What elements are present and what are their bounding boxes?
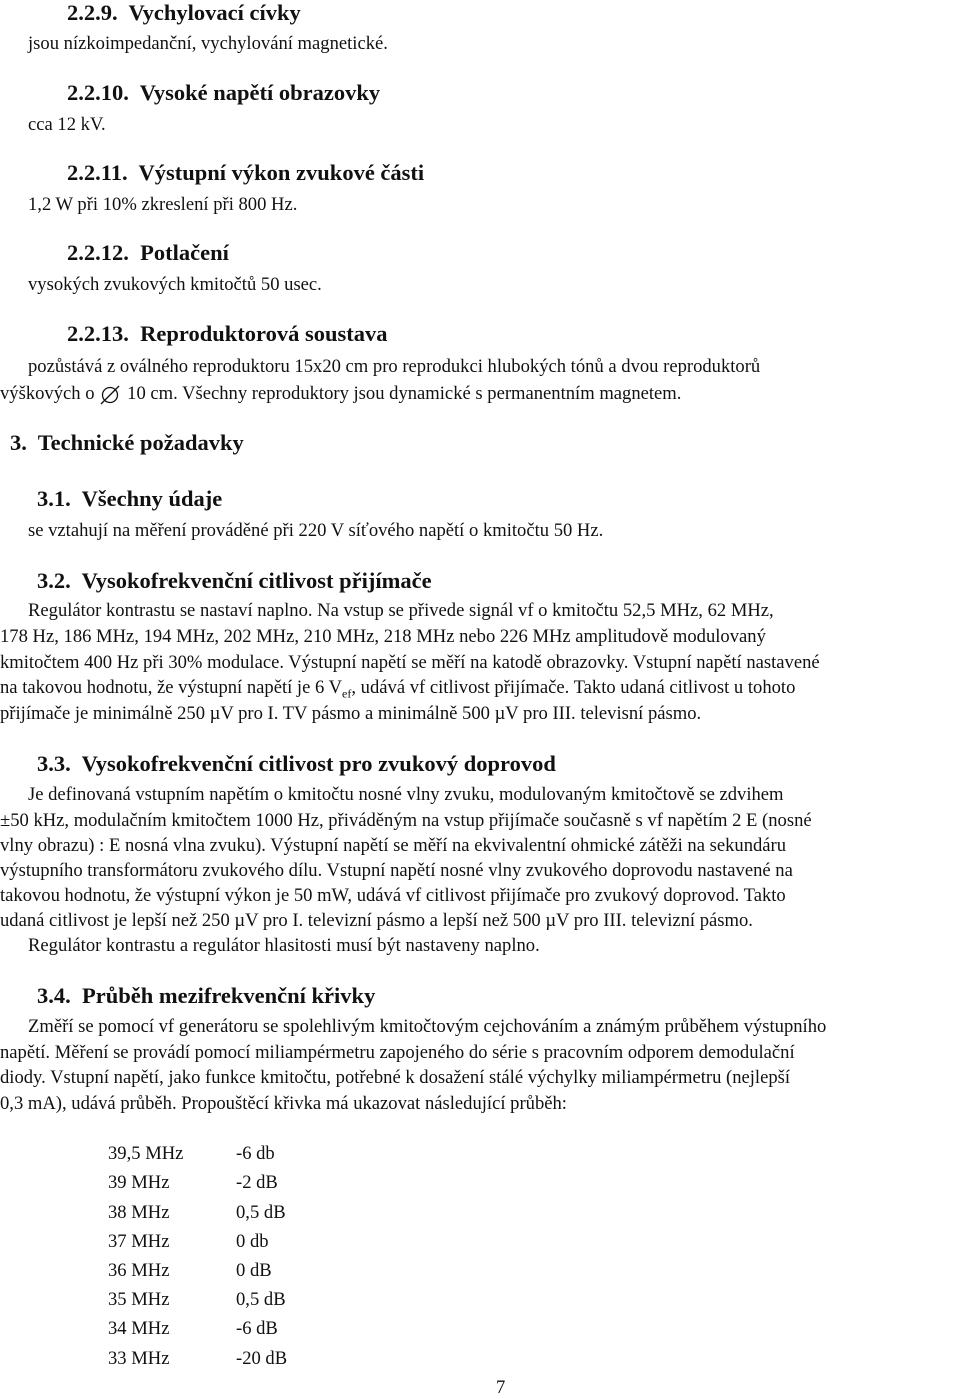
section-number: 3.4. bbox=[37, 983, 71, 1008]
section-number: 3. bbox=[10, 430, 27, 455]
paragraph-line: 178 Hz, 186 MHz, 194 MHz, 202 MHz, 210 MHz, 218 MHz nebo 226 MHz amplitudově modulovaný bbox=[0, 626, 766, 647]
paragraph-line: Je definovaná vstupním napětím o kmitočtu nosné vlny zvuku, modulovaným kmitočtově se zdvihem bbox=[28, 784, 784, 805]
section-title: Vysokofrekvenční citlivost pro zvukový doprovod bbox=[81, 751, 556, 776]
paragraph-line: 0,3 mA), udává průběh. Propouštěcí křivka má ukazovat následující průběh: bbox=[0, 1093, 567, 1114]
heading-2-2-10 bbox=[67, 80, 380, 106]
freq-cell: 36 MHz bbox=[108, 1260, 170, 1281]
section-title: Technické požadavky bbox=[37, 430, 244, 455]
page-number: 7 bbox=[496, 1377, 506, 1398]
freq-cell: 34 MHz bbox=[108, 1318, 170, 1339]
freq-cell: 35 MHz bbox=[108, 1289, 170, 1310]
heading-3 bbox=[10, 430, 244, 456]
paragraph-line bbox=[0, 383, 681, 405]
paragraph-line: Regulátor kontrastu a regulátor hlasitosti musí být nastaveny naplno. bbox=[28, 935, 540, 956]
section-title: Výstupní výkon zvukové části bbox=[138, 160, 425, 185]
heading-2-2-13 bbox=[67, 321, 387, 347]
level-cell: 0 db bbox=[236, 1231, 269, 1252]
paragraph-line: přijímače je minimálně 250 µV pro I. TV pásmo a minimálně 500 µV pro III. televisní pásmo. bbox=[0, 703, 702, 724]
section-title: Vychylovací cívky bbox=[128, 0, 301, 25]
paragraph: 1,2 W při 10% zkreslení při 800 Hz. bbox=[28, 194, 298, 215]
freq-cell: 39,5 MHz bbox=[108, 1143, 184, 1164]
paragraph-line bbox=[0, 677, 795, 699]
freq-cell: 37 MHz bbox=[108, 1231, 170, 1252]
paragraph-line: udaná citlivost je lepší než 250 µV pro I. televizní pásmo a lepší než 500 µV pro III. televizní pásmo. bbox=[0, 910, 753, 931]
paragraph-line: takovou hodnotu, že výstupní výkon je 50 mW, udává vf citlivost přijímače pro zvukový doprovod. Takto bbox=[0, 885, 786, 906]
heading-3-4 bbox=[37, 983, 375, 1009]
level-cell: -6 dB bbox=[236, 1318, 278, 1339]
heading-2-2-11 bbox=[67, 160, 424, 186]
heading-2-2-9 bbox=[67, 0, 301, 26]
paragraph-line: vlny obrazu) : E nosná vlna zvuku). Výstupní napětí se měří na ekvivalentní ohmické zátěži na sekundáru bbox=[0, 835, 787, 856]
section-number: 2.2.12. bbox=[67, 240, 129, 265]
heading-2-2-12 bbox=[67, 240, 229, 266]
diameter-symbol-icon bbox=[99, 385, 121, 405]
level-cell: -20 dB bbox=[236, 1348, 288, 1369]
heading-3-1 bbox=[37, 486, 222, 512]
paragraph: jsou nízkoimpedanční, vychylování magnetické. bbox=[28, 33, 388, 54]
paragraph-line: Regulátor kontrastu se nastaví naplno. Na vstup se přivede signál vf o kmitočtu 52,5 MHz, 62 MHz, bbox=[28, 600, 774, 621]
freq-cell: 33 MHz bbox=[108, 1348, 170, 1369]
section-number: 2.2.9. bbox=[67, 0, 118, 25]
heading-3-2 bbox=[37, 568, 432, 594]
text-run: 10 cm. Všechny reproduktory jsou dynamické s permanentním magnetem. bbox=[127, 383, 682, 404]
paragraph-line: výstupního transformátoru zvukového dílu. Vstupní napětí nosné vlny zvukového doprovodu nastavené na bbox=[0, 860, 793, 881]
section-title: Průběh mezifrekvenční křivky bbox=[82, 983, 376, 1008]
level-cell: -6 db bbox=[236, 1143, 275, 1164]
section-number: 3.2. bbox=[37, 568, 71, 593]
section-number: 2.2.11. bbox=[67, 160, 128, 185]
paragraph: vysokých zvukových kmitočtů 50 usec. bbox=[28, 274, 322, 295]
paragraph-line: kmitočtem 400 Hz při 30% modulace. Výstupní napětí se měří na katodě obrazovky. Vstupní napětí nastavené bbox=[0, 652, 820, 673]
text-run: výškových o bbox=[0, 383, 95, 404]
section-title: Vysokofrekvenční citlivost přijímače bbox=[81, 568, 432, 593]
level-cell: 0,5 dB bbox=[236, 1289, 286, 1310]
section-number: 3.3. bbox=[37, 751, 71, 776]
paragraph-line: Změří se pomocí vf generátoru se spolehlivým kmitočtovým cejchováním a známým průběhem výstupního bbox=[28, 1016, 827, 1037]
heading-3-3 bbox=[37, 751, 556, 777]
section-number: 3.1. bbox=[37, 486, 71, 511]
section-title: Potlačení bbox=[140, 240, 229, 265]
text-run: na takovou hodnotu, že výstupní napětí je 6 V bbox=[0, 677, 343, 698]
paragraph-line: ±50 kHz, modulačním kmitočtem 1000 Hz, přiváděným na vstup přijímače současně s vf napětím 2 E (nosné bbox=[0, 810, 812, 831]
level-cell: 0,5 dB bbox=[236, 1202, 286, 1223]
paragraph: se vztahují na měření prováděné při 220 V síťového napětí o kmitočtu 50 Hz. bbox=[28, 520, 604, 541]
paragraph: cca 12 kV. bbox=[28, 114, 106, 135]
freq-cell: 38 MHz bbox=[108, 1202, 170, 1223]
section-title: Reproduktorová soustava bbox=[140, 321, 388, 346]
level-cell: 0 dB bbox=[236, 1260, 272, 1281]
paragraph-line: pozůstává z oválného reproduktoru 15x20 cm pro reprodukci hlubokých tónů a dvou reproduktorů bbox=[28, 356, 761, 377]
paragraph-line: napětí. Měření se provádí pomocí miliampérmetru zapojeného do série s pracovním odporem demodulační bbox=[0, 1042, 795, 1063]
section-title: Vysoké napětí obrazovky bbox=[139, 80, 381, 105]
paragraph-line: diody. Vstupní napětí, jako funkce kmitočtu, potřebné k dosažení stálé výchylky miliampérmetru (nejlepší bbox=[0, 1067, 791, 1088]
freq-cell: 39 MHz bbox=[108, 1172, 170, 1193]
level-cell: -2 dB bbox=[236, 1172, 278, 1193]
section-title: Všechny údaje bbox=[81, 486, 223, 511]
section-number: 2.2.10. bbox=[67, 80, 129, 105]
subscript: ef bbox=[342, 686, 352, 701]
section-number: 2.2.13. bbox=[67, 321, 129, 346]
text-run: , udává vf citlivost přijímače. Takto udaná citlivost u tohoto bbox=[351, 677, 796, 698]
